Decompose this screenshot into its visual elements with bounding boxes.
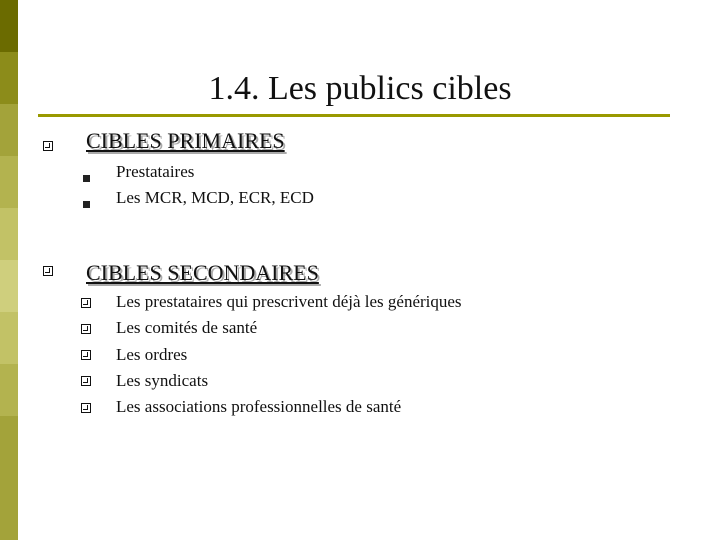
slide-title: 1.4. Les publics cibles: [208, 70, 512, 107]
list-item: Les associations professionnelles de santé: [116, 397, 402, 416]
sidebar-band: [0, 156, 18, 208]
checkbox-bullet-icon: [81, 403, 91, 413]
title-underline-rule: [38, 114, 670, 117]
list-item: Les ordres: [116, 345, 188, 364]
sidebar-band: [0, 312, 18, 364]
checkbox-bullet-icon: [81, 376, 91, 386]
square-bullet-icon: [83, 201, 90, 208]
checkbox-bullet-icon: [81, 350, 91, 360]
sidebar-band: [0, 104, 18, 156]
list-item: Les prestataires qui prescrivent déjà les génériques: [116, 292, 462, 311]
sidebar-band: [0, 208, 18, 260]
sidebar-band: [0, 364, 18, 416]
sidebar-band: [0, 0, 18, 52]
sidebar-band: [0, 260, 18, 312]
checkbox-bullet-icon: [81, 324, 91, 334]
list-item: Les MCR, MCD, ECR, ECD: [116, 188, 314, 207]
checkbox-bullet-icon: [43, 141, 53, 151]
list-item: Les syndicats: [116, 371, 209, 390]
section-heading-secondary: CIBLES SECONDAIRES: [86, 260, 319, 285]
list-item: Les comités de santé: [116, 318, 258, 337]
section-heading-primary: CIBLES PRIMAIRES: [86, 128, 285, 153]
checkbox-bullet-icon: [43, 266, 53, 276]
list-item: Prestataires: [116, 162, 195, 181]
checkbox-bullet-icon: [81, 298, 91, 308]
sidebar-band: [0, 416, 18, 540]
square-bullet-icon: [83, 175, 90, 182]
